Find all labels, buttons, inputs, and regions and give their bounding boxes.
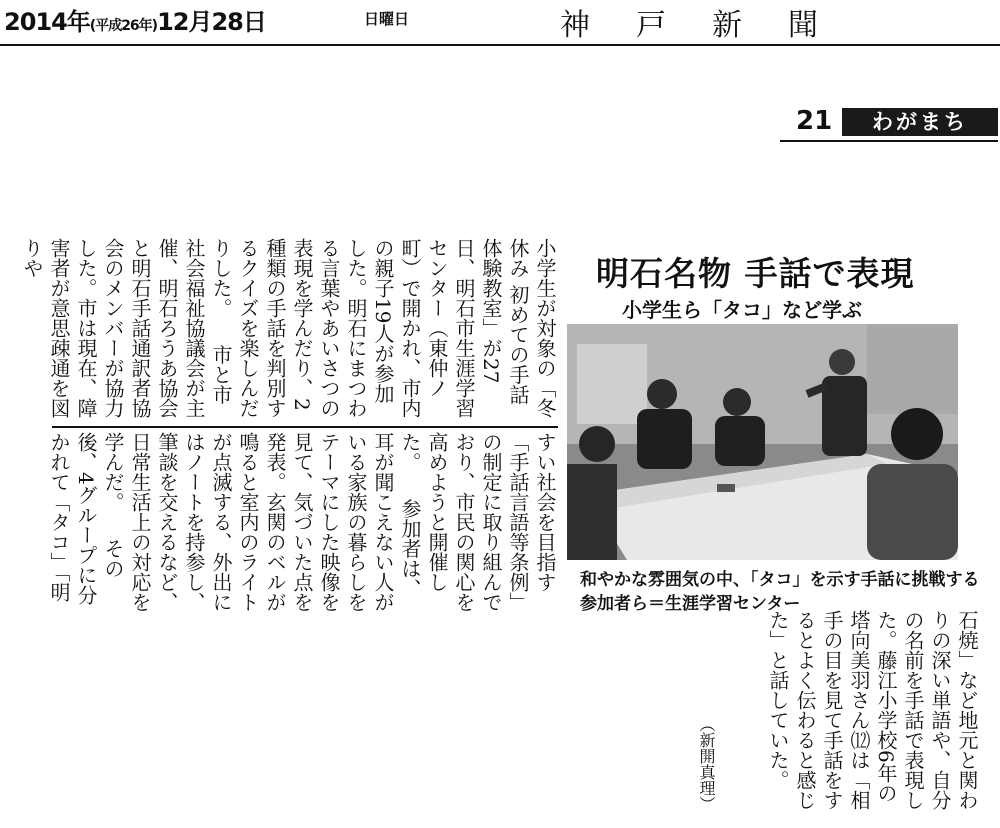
issue-date: 2014年(平成26年)12月28日 bbox=[4, 8, 266, 36]
article-body-block2: すい社会を目指す「手話言語等条例」の制定に取り組んでおり、市民の関心を高めようと開催した。 参加者は、耳が聞こえない人がいる家族の暮らしをテーマにした映像を見て、気づいた点を発表。玄関のベルが鳴ると室内のライトが点滅する、外出にはノートを持参し、筆談を交えるなど、日常生活上の対応を学んだ。 その後、4グループに分かれて「タコ」「明 bbox=[47, 432, 557, 612]
headline: 明石名物 手話で表現 bbox=[596, 254, 915, 293]
era-year: (平成26年) bbox=[89, 18, 158, 34]
column-rule bbox=[52, 426, 558, 428]
page-number: 21 bbox=[796, 106, 833, 136]
section-title: わがまち bbox=[842, 108, 998, 136]
section-rule bbox=[780, 140, 998, 142]
newspaper-name: 神戸新聞 bbox=[560, 8, 864, 43]
masthead-rule bbox=[0, 44, 1000, 46]
byline: （新開真理） bbox=[697, 716, 716, 812]
month-day: 12月28日 bbox=[157, 8, 266, 36]
photo-caption: 和やかな雰囲気の中、「タコ」を示す手話に挑戦する参加者ら＝生涯学習センター bbox=[580, 570, 980, 614]
photo-illustration bbox=[567, 324, 958, 560]
weekday: 日曜日 bbox=[364, 10, 410, 28]
article-body-block3: 石焼」など地元と関わりの深い単語や、自分の名前を手話で表現した。藤江小学校6年の塔向美羽さん⑿は「相手の目を見て手話をするとよく伝わると感じた」と話していた。 bbox=[766, 610, 979, 810]
article-body-block1: 小学生が対象の「冬休み 初めての手話体験教室」が27日、明石市生涯学習センター（東仲ノ町）で開かれ、市内の親子19人が参加した。明石にまつわる言葉やあいさつの表現を学んだり、2種類の手話を判別するクイズを楽しんだりした。 市と市社会福祉協議会が主催、明石ろうあ協会と明石手話通訳者協会のメンバーが協力した。市は現在、障害者が意思疎通を図りや bbox=[20, 238, 557, 418]
article-photo bbox=[567, 324, 958, 560]
subheadline: 小学生ら「タコ」など学ぶ bbox=[622, 298, 862, 322]
